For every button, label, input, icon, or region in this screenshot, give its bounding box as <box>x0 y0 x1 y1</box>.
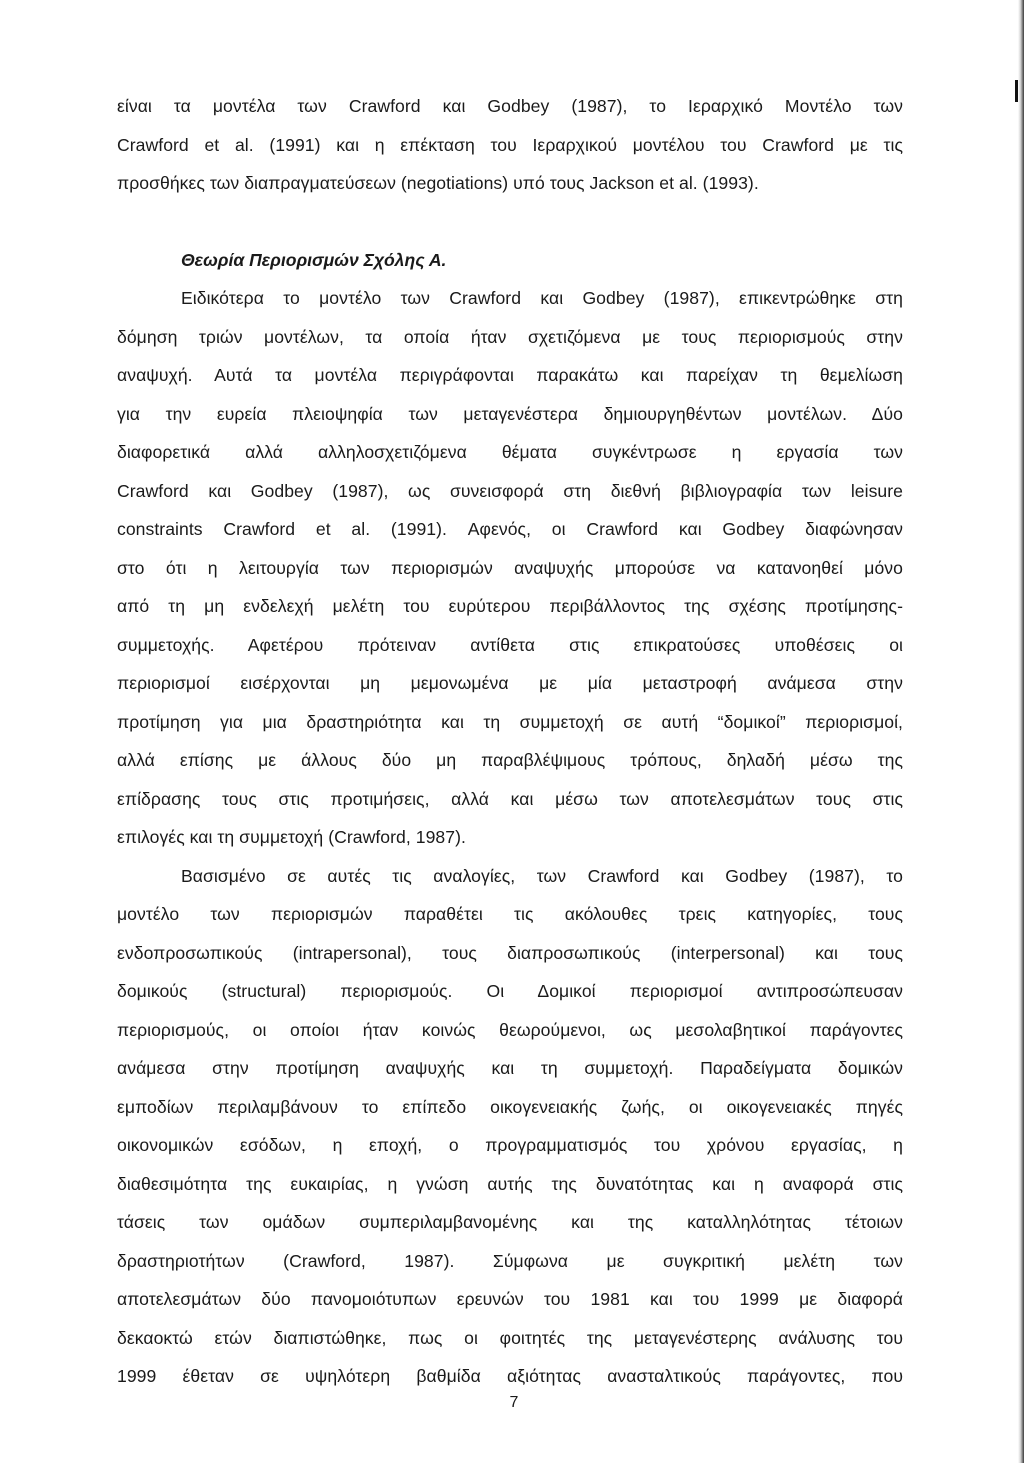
text-line: δόμηση τριών μοντέλων, τα οποία ήταν σχετιζόμενα με τους περιορισμούς στην <box>117 326 903 347</box>
text-line: προσθήκες των διαπραγματεύσεων (negotiations) υπό τους Jackson et al. (1993). <box>117 173 759 193</box>
scan-mark <box>1015 80 1018 102</box>
section-heading: Θεωρία Περιορισμών Σχόλης Α. <box>181 249 447 270</box>
text-line: επιλογές και τη συμμετοχή (Crawford, 1987). <box>117 827 466 847</box>
text-line: για την ευρεία πλειοψηφία των μεταγενέστερα δημιουργηθέντων μοντέλων. Δύο <box>117 403 903 424</box>
text-line: στο ότι η λειτουργία των περιορισμών αναψυχής μπορούσε να κατανοηθεί μόνο <box>117 557 903 578</box>
scan-edge <box>1018 0 1024 1463</box>
paragraph <box>117 857 903 1396</box>
text-line: 1999 έθεταν σε υψηλότερη βαθμίδα αξιότητας ανασταλτικούς παράγοντες, που <box>117 1366 903 1386</box>
text-line: ενδοπροσωπικούς (intrapersonal), τους διαπροσωπικούς (interpersonal) και τους <box>117 942 903 963</box>
text-line: τάσεις των ομάδων συμπεριλαμβανομένης και της καταλληλότητας τέτοιων <box>117 1212 903 1232</box>
text-line: διαθεσιμότητα της ευκαιρίας, η γνώση αυτής της δυνατότητας και η αναφορά στις <box>117 1173 903 1194</box>
text-line: Crawford και Godbey (1987), ως συνεισφορά στη διεθνή βιβλιογραφία των leisure <box>117 480 903 501</box>
text-line: αλλά επίσης με άλλους δύο μη παραβλέψιμους τρόπους, δηλαδή μέσω της <box>117 750 903 770</box>
paragraph-spacer <box>117 203 903 241</box>
text-line: Ειδικότερα το μοντέλο των Crawford και Godbey (1987), επικεντρώθηκε στη <box>181 288 903 308</box>
text-line: αποτελεσμάτων δύο πανομοιότυπων ερευνών του 1981 και του 1999 με διαφορά <box>117 1289 903 1309</box>
text-line: συμμετοχής. Αφετέρου πρότειναν αντίθετα στις επικρατούσες υποθέσεις οι <box>117 634 903 655</box>
text-line: περιορισμοί εισέρχονται μη μεμονωμένα με μία μεταστροφή ανάμεσα στην <box>117 673 903 693</box>
document-page <box>117 87 903 1396</box>
page-number: 7 <box>509 1394 519 1411</box>
text-line: ανάμεσα στην προτίμηση αναψυχής και τη συμμετοχή. Παραδείγματα δομικών <box>117 1058 903 1078</box>
paragraph <box>117 87 903 203</box>
text-line: αναψυχή. Αυτά τα μοντέλα περιγράφονται παρακάτω και παρείχαν τη θεμελίωση <box>117 365 903 385</box>
paragraph <box>117 279 903 857</box>
text-line: δραστηριοτήτων (Crawford, 1987). Σύμφωνα με συγκριτική μελέτη των <box>117 1250 903 1271</box>
text-line: είναι τα μοντέλα των Crawford και Godbey (1987), το Ιεραρχικό Μοντέλο των <box>117 96 903 116</box>
text-line: από τη μη ενδελεχή μελέτη του ευρύτερου περιβάλλοντος της σχέσης προτίμησης- <box>117 596 903 616</box>
text-line: Crawford et al. (1991) και η επέκταση του Ιεραρχικού μοντέλου του Crawford με τις <box>117 134 903 155</box>
text-line: περιορισμούς, οι οποίοι ήταν κοινώς θεωρούμενοι, ως μεσολαβητικοί παράγοντες <box>117 1019 903 1040</box>
text-line: επίδρασης τους στις προτιμήσεις, αλλά και μέσω των αποτελεσμάτων τους στις <box>117 788 903 809</box>
text-line: δεκαοκτώ ετών διαπιστώθηκε, πως οι φοιτητές της μεταγενέστερης ανάλυσης του <box>117 1327 903 1348</box>
text-line: δομικούς (structural) περιορισμούς. Οι Δομικοί περιορισμοί αντιπροσώπευσαν <box>117 981 903 1001</box>
text-line: οικονομικών εσόδων, η εποχή, ο προγραμματισμός του χρόνου εργασίας, η <box>117 1135 903 1155</box>
text-line: διαφορετικά αλλά αλληλοσχετιζόμενα θέματα συγκέντρωσε η εργασία των <box>117 442 903 462</box>
text-line: Βασισμένο σε αυτές τις αναλογίες, των Crawford και Godbey (1987), το <box>181 865 903 886</box>
text-line: εμποδίων περιλαμβάνουν το επίπεδο οικογενειακής ζωής, οι οικογενειακές πηγές <box>117 1096 903 1117</box>
text-line: constraints Crawford et al. (1991). Αφενός, οι Crawford και Godbey διαφώνησαν <box>117 519 903 539</box>
text-line: μοντέλο των περιορισμών παραθέτει τις ακόλουθες τρεις κατηγορίες, τους <box>117 904 903 924</box>
text-line: προτίμηση για μια δραστηριότητα και τη συμμετοχή σε αυτή “δομικοί” περιορισμοί, <box>117 711 903 732</box>
